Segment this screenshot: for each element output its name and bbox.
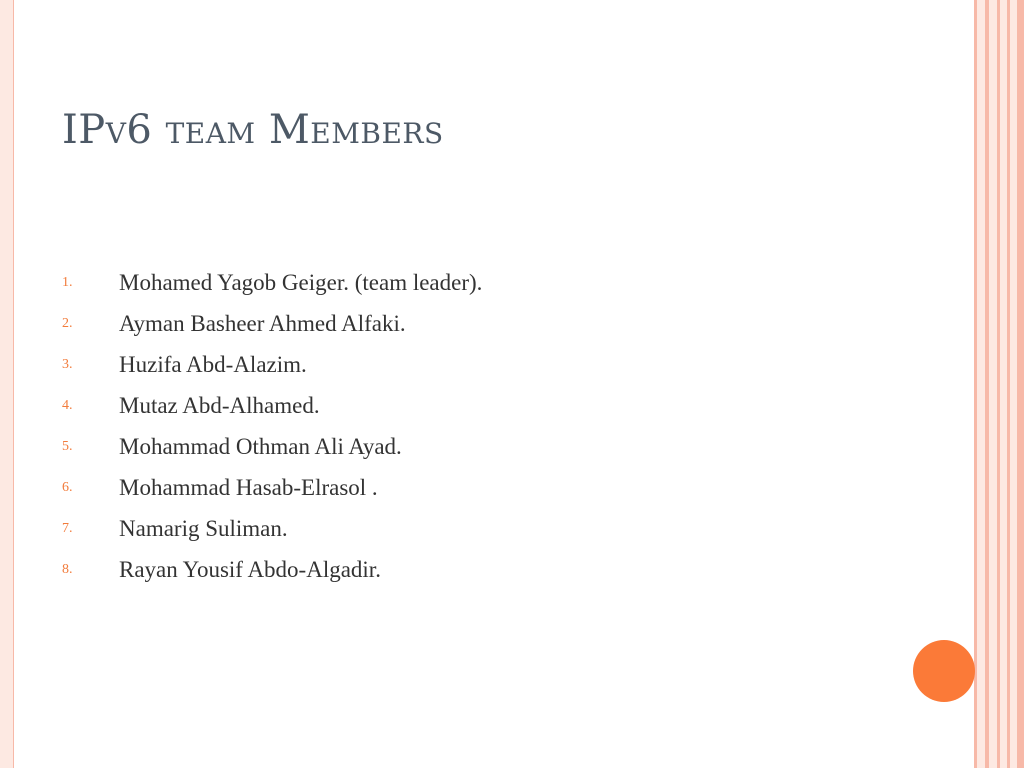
member-name: Rayan Yousif Abdo-Algadir. <box>119 557 381 583</box>
list-item <box>62 426 482 467</box>
member-name: Huzifa Abd-Alazim. <box>119 352 307 378</box>
list-number: 8. <box>62 562 73 578</box>
stripe <box>1017 0 1024 768</box>
left-border-line <box>13 0 14 768</box>
list-number: 7. <box>62 521 73 537</box>
member-name: Mohammad Hasab-Elrasol . <box>119 475 378 501</box>
stripe <box>997 0 1000 768</box>
stripe <box>985 0 989 768</box>
list-number: 1. <box>62 275 73 291</box>
member-name: Namarig Suliman. <box>119 516 288 542</box>
decorative-circle <box>913 640 975 702</box>
member-name: Mutaz Abd-Alhamed. <box>119 393 320 419</box>
member-name: Ayman Basheer Ahmed Alfaki. <box>119 311 406 337</box>
list-item <box>62 549 482 590</box>
list-number: 4. <box>62 398 73 414</box>
left-border <box>0 0 14 768</box>
list-item <box>62 467 482 508</box>
member-name: Mohamed Yagob Geiger. (team leader). <box>119 270 483 296</box>
stripe <box>1007 0 1010 768</box>
list-item <box>62 303 482 344</box>
list-item <box>62 508 482 549</box>
list-item <box>62 344 482 385</box>
list-number: 3. <box>62 357 73 373</box>
list-item <box>62 262 482 303</box>
list-number: 5. <box>62 439 73 455</box>
list-item <box>62 385 482 426</box>
member-name: Mohammad Othman Ali Ayad. <box>119 434 402 460</box>
slide-title: IPv6 team Members <box>62 107 444 153</box>
member-list <box>62 262 482 590</box>
list-number: 2. <box>62 316 73 332</box>
list-number: 6. <box>62 480 73 496</box>
stripe <box>974 0 977 768</box>
